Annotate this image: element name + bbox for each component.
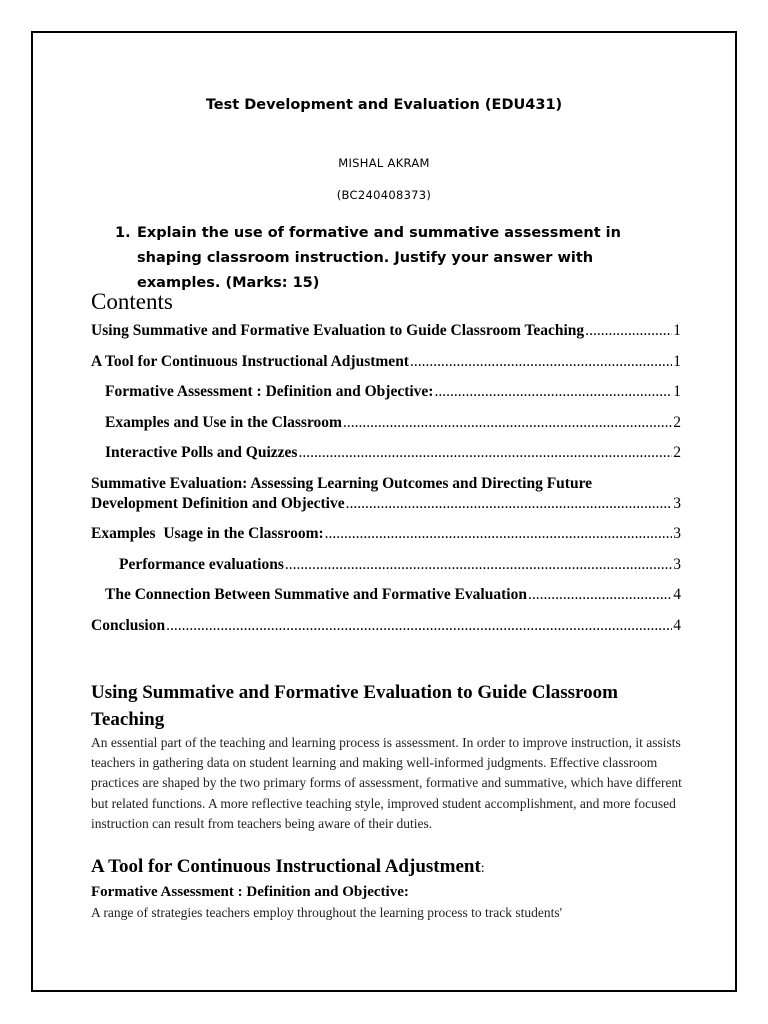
toc-entry[interactable] xyxy=(91,474,681,514)
toc-entry-title: Examples Usage in the Classroom: xyxy=(91,525,324,542)
toc-entry-title-line1: Summative Evaluation: Assessing Learning Outcomes and Directing Future xyxy=(91,474,593,492)
section-paragraph: An essential part of the teaching and learning process is assessment. In order to improve instruction, it assists teachers in gathering data on student learning and making well-informed judgments. Effective classroom practices are shaped by the two primary forms of assessment, formative and summative, which have different but related functions. A more reflective teaching style, improved student accomplishment, and more focused instruction can result from teachers being aware of their duties. xyxy=(91,735,682,831)
toc-entry-title: Using Summative and Formative Evaluation to Guide Classroom Teaching xyxy=(91,322,585,339)
toc-entry-title: Conclusion xyxy=(91,616,166,634)
toc-entry[interactable] xyxy=(91,555,681,586)
section-heading: Using Summative and Formative Evaluation to Guide Classroom Teaching xyxy=(91,682,618,730)
section-heading-suffix: : xyxy=(480,861,485,876)
toc-entry-page: 3 xyxy=(673,555,681,573)
toc-leader xyxy=(285,555,672,575)
toc-leader xyxy=(528,585,672,605)
toc-entry[interactable] xyxy=(91,616,681,647)
toc-entry-title: The Connection Between Summative and Formative Evaluation xyxy=(105,586,527,603)
toc-leader xyxy=(298,443,672,463)
toc-entry-title-line2: Development Definition and Objective xyxy=(91,494,345,512)
toc-entry-title: Formative Assessment : Definition and Objective: xyxy=(105,383,434,400)
toc-leader xyxy=(343,413,672,433)
toc-entry[interactable] xyxy=(91,524,681,555)
toc-entry[interactable] xyxy=(91,382,681,413)
toc-leader xyxy=(585,321,672,341)
document-title: Test Development and Evaluation (EDU431) xyxy=(205,97,563,113)
toc-leader xyxy=(410,352,672,372)
question-number: 1. xyxy=(115,225,131,241)
toc-entry-page: 4 xyxy=(673,616,681,634)
toc-leader xyxy=(434,382,672,402)
toc-entry-page: 1 xyxy=(673,383,681,400)
toc-entry-page: 2 xyxy=(673,413,681,431)
author-name: MISHAL AKRAM xyxy=(338,156,430,170)
toc-leader xyxy=(166,616,672,636)
toc-entry-page: 4 xyxy=(673,586,681,603)
document-page xyxy=(31,31,737,992)
toc-entry[interactable] xyxy=(91,585,681,616)
student-id: (BC240408373) xyxy=(336,188,432,202)
toc-entry[interactable] xyxy=(91,352,681,383)
toc-entry-page: 3 xyxy=(673,525,681,542)
toc-entry-title: Performance evaluations xyxy=(119,555,284,573)
toc-entry[interactable] xyxy=(91,413,681,444)
toc-leader xyxy=(325,524,673,544)
question-item xyxy=(115,221,675,296)
section-paragraph: A range of strategies teachers employ throughout the learning process to track students' xyxy=(91,905,563,920)
toc-entry[interactable] xyxy=(91,443,681,474)
toc-entry-title: A Tool for Continuous Instructional Adjustment xyxy=(91,352,409,370)
question-text: Explain the use of formative and summative assessment in shaping classroom instruction. Justify your answer with examples. (Marks: 15) xyxy=(137,225,621,291)
toc-entry-page: 3 xyxy=(673,494,681,512)
toc-heading: Contents xyxy=(91,289,173,314)
toc-entry-title: Interactive Polls and Quizzes xyxy=(105,444,298,461)
toc-entry[interactable] xyxy=(91,321,681,352)
toc-entry-page: 2 xyxy=(673,444,681,461)
subsection-heading: Formative Assessment : Definition and Objective: xyxy=(91,884,409,900)
section-heading xyxy=(91,856,485,878)
toc-leader xyxy=(346,494,673,514)
toc-entry-title: Examples and Use in the Classroom xyxy=(105,413,342,431)
table-of-contents xyxy=(91,321,681,646)
section-heading-text: A Tool for Continuous Instructional Adjustment xyxy=(91,856,481,877)
toc-entry-page: 1 xyxy=(673,352,681,370)
toc-entry-page: 1 xyxy=(673,322,681,339)
